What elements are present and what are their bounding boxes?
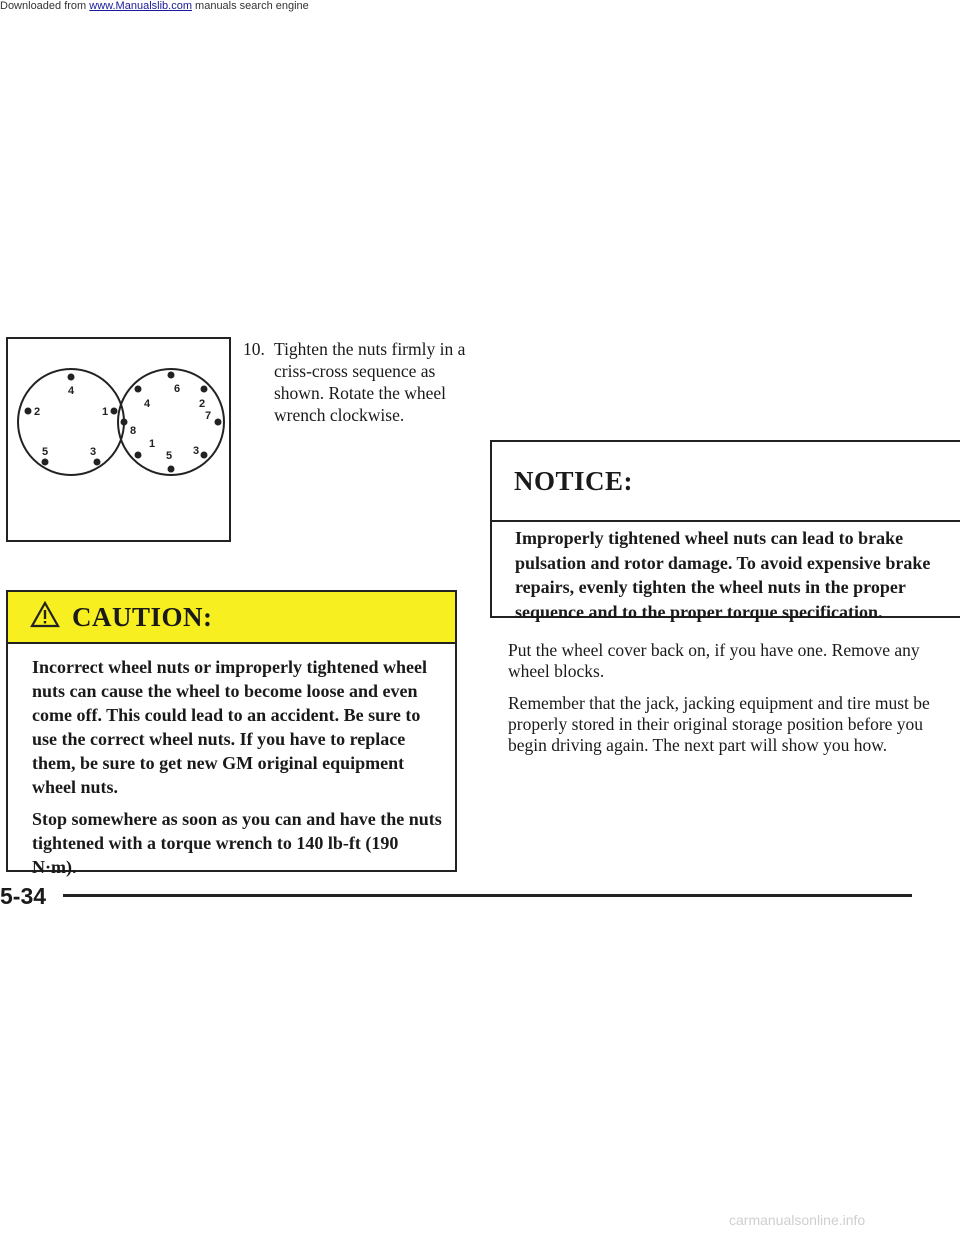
lug-label: 1: [149, 438, 156, 450]
five-lug-wheel: [18, 369, 124, 475]
footer-rule: [63, 894, 912, 897]
lug-nut-dot: [168, 372, 175, 379]
lug-nut-dot: [135, 386, 142, 393]
lug-label: 6: [174, 383, 181, 395]
lug-nut-dot: [215, 419, 222, 426]
caution-body: [32, 655, 443, 887]
lug-nut-dot: [135, 452, 142, 459]
lug-label: 5: [166, 450, 173, 462]
step-number: 10.: [243, 339, 265, 359]
lug-label: 7: [205, 410, 212, 422]
warning-triangle-icon: [30, 601, 60, 633]
lug-nut-dot: [121, 419, 128, 426]
watermark: carmanualsonline.info: [729, 1212, 866, 1228]
page-number: 5-34: [0, 883, 47, 909]
lug-nut-dot: [25, 408, 32, 415]
notice-body: Improperly tightened wheel nuts can lead to brake pulsation and rotor damage. To avoid expensive brake repairs, evenly tighten the wheel nuts in the proper sequence and to the proper torque specification.: [515, 528, 931, 622]
lug-label: 3: [193, 445, 200, 457]
lug-label: 3: [90, 446, 97, 458]
lug-nut-dot: [111, 408, 118, 415]
notice-box: [490, 440, 960, 622]
manualslib-link[interactable]: www.Manualslib.com: [89, 0, 192, 12]
caution-paragraph: Incorrect wheel nuts or improperly tightened wheel nuts can cause the wheel to become loose and even come off. This could lead to an accident. Be sure to use the correct wheel nuts. If you have to replace them, be sure to get new GM original equipment wheel nuts.: [32, 657, 427, 797]
notice-header: [492, 442, 960, 522]
lug-nut-dot: [68, 374, 75, 381]
lug-nut-dot: [201, 452, 208, 459]
eight-lug-wheel: [118, 369, 224, 475]
lug-nut-diagram-svg: [8, 339, 229, 540]
lug-label: 1: [102, 406, 109, 418]
caution-box: [6, 590, 457, 877]
caution-title: CAUTION:: [72, 601, 213, 632]
lug-label: 4: [68, 385, 75, 397]
lug-label: 2: [34, 406, 41, 418]
paragraph-wheel-cover: Put the wheel cover back on, if you have one. Remove any wheel blocks.: [508, 640, 920, 681]
notice-title: NOTICE:: [514, 465, 634, 496]
lug-nut-sequence-diagram: [6, 337, 231, 542]
right-column-text: [508, 640, 938, 767]
lug-label: 5: [42, 446, 49, 458]
lug-label: 8: [130, 425, 137, 437]
lug-nut-dot: [168, 466, 175, 473]
lug-nut-dot: [94, 459, 101, 466]
banner-prefix: Downloaded from: [0, 0, 90, 12]
step-text: Tighten the nuts firmly in a criss-cross sequence as shown. Rotate the wheel wrench clockwise.: [274, 339, 466, 425]
download-banner: [0, 0, 309, 12]
lug-nut-dot: [201, 386, 208, 393]
paragraph-storage: Remember that the jack, jacking equipment and tire must be properly stored in their original storage position before you begin driving again. The next part will show you how.: [508, 693, 930, 755]
lug-label: 4: [144, 398, 151, 410]
caution-header: [8, 592, 455, 644]
banner-suffix: manuals search engine: [191, 0, 309, 12]
step-10: [243, 338, 468, 426]
lug-nut-dot: [42, 459, 49, 466]
caution-paragraph: Stop somewhere as soon as you can and have the nuts tightened with a torque wrench to 140 lb-ft (190 N·m).: [32, 809, 442, 877]
lug-label: 2: [199, 398, 206, 410]
